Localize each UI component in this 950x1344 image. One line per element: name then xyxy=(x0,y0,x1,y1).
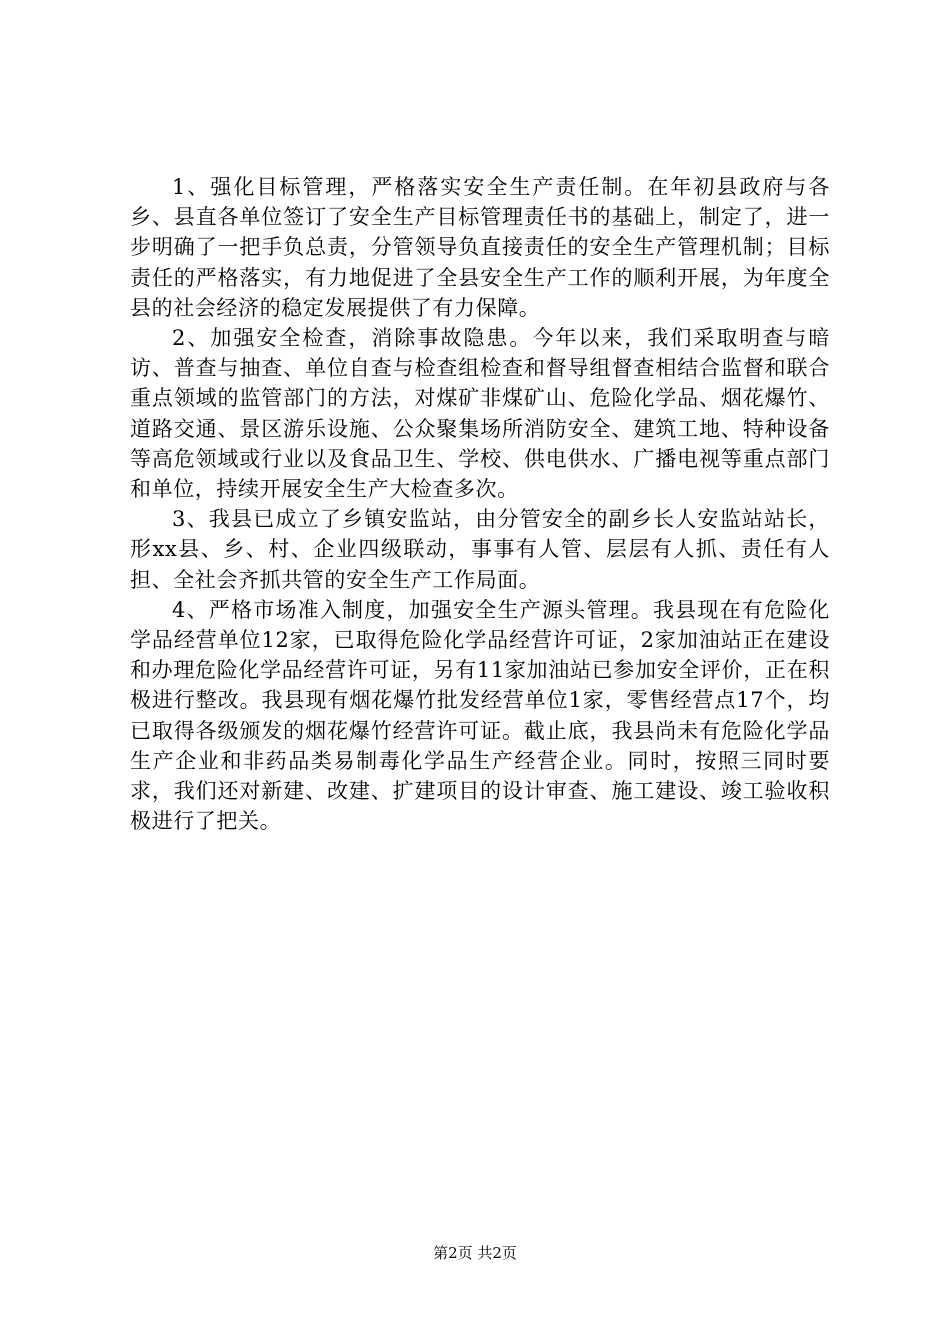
page-number-footer: 第2页 共2页 xyxy=(433,1244,517,1262)
document-body xyxy=(130,172,830,836)
paragraph-2: 2、加强安全检查，消除事故隐患。今年以来，我们采取明查与暗访、普查与抽查、单位自查与检查组检查和督导组督查相结合监督和联合重点领域的监管部门的方法，对煤矿非煤矿山、危险化学品、烟花爆竹、道路交通、景区游乐设施、公众聚集场所消防安全、建筑工地、特种设备等高危领域或行业以及食品卫生、学校、供电供水、广播电视等重点部门和单位，持续开展安全生产大检查多次。 xyxy=(130,326,830,502)
paragraph-4: 4、严格市场准入制度，加强安全生产源头管理。我县现在有危险化学品经营单位12家，已取得危险化学品经营许可证，2家加油站正在建设和办理危险化学品经营许可证，另有11家加油站已参加安全评价，正在积极进行整改。我县现有烟花爆竹批发经营单位1家，零售经营点17个，均已取得各级颁发的烟花爆竹经营许可证。截止底，我县尚未有危险化学品生产企业和非药品类易制毒化学品生产经营企业。同时，按照三同时要求，我们还对新建、改建、扩建项目的设计审查、施工建设、竣工验收积极进行了把关。 xyxy=(130,597,830,834)
paragraph-3: 3、我县已成立了乡镇安监站，由分管安全的副乡长人安监站站长，形xx县、乡、村、企业四级联动，事事有人管、层层有人抓、责任有人担、全社会齐抓共管的安全生产工作局面。 xyxy=(130,507,830,592)
paragraph-1: 1、强化目标管理，严格落实安全生产责任制。在年初县政府与各乡、县直各单位签订了安全生产目标管理责任书的基础上，制定了，进一步明确了一把手负总责，分管领导负直接责任的安全生产管理机制；目标责任的严格落实，有力地促进了全县安全生产工作的顺利开展，为年度全县的社会经济的稳定发展提供了有力保障。 xyxy=(130,175,830,320)
